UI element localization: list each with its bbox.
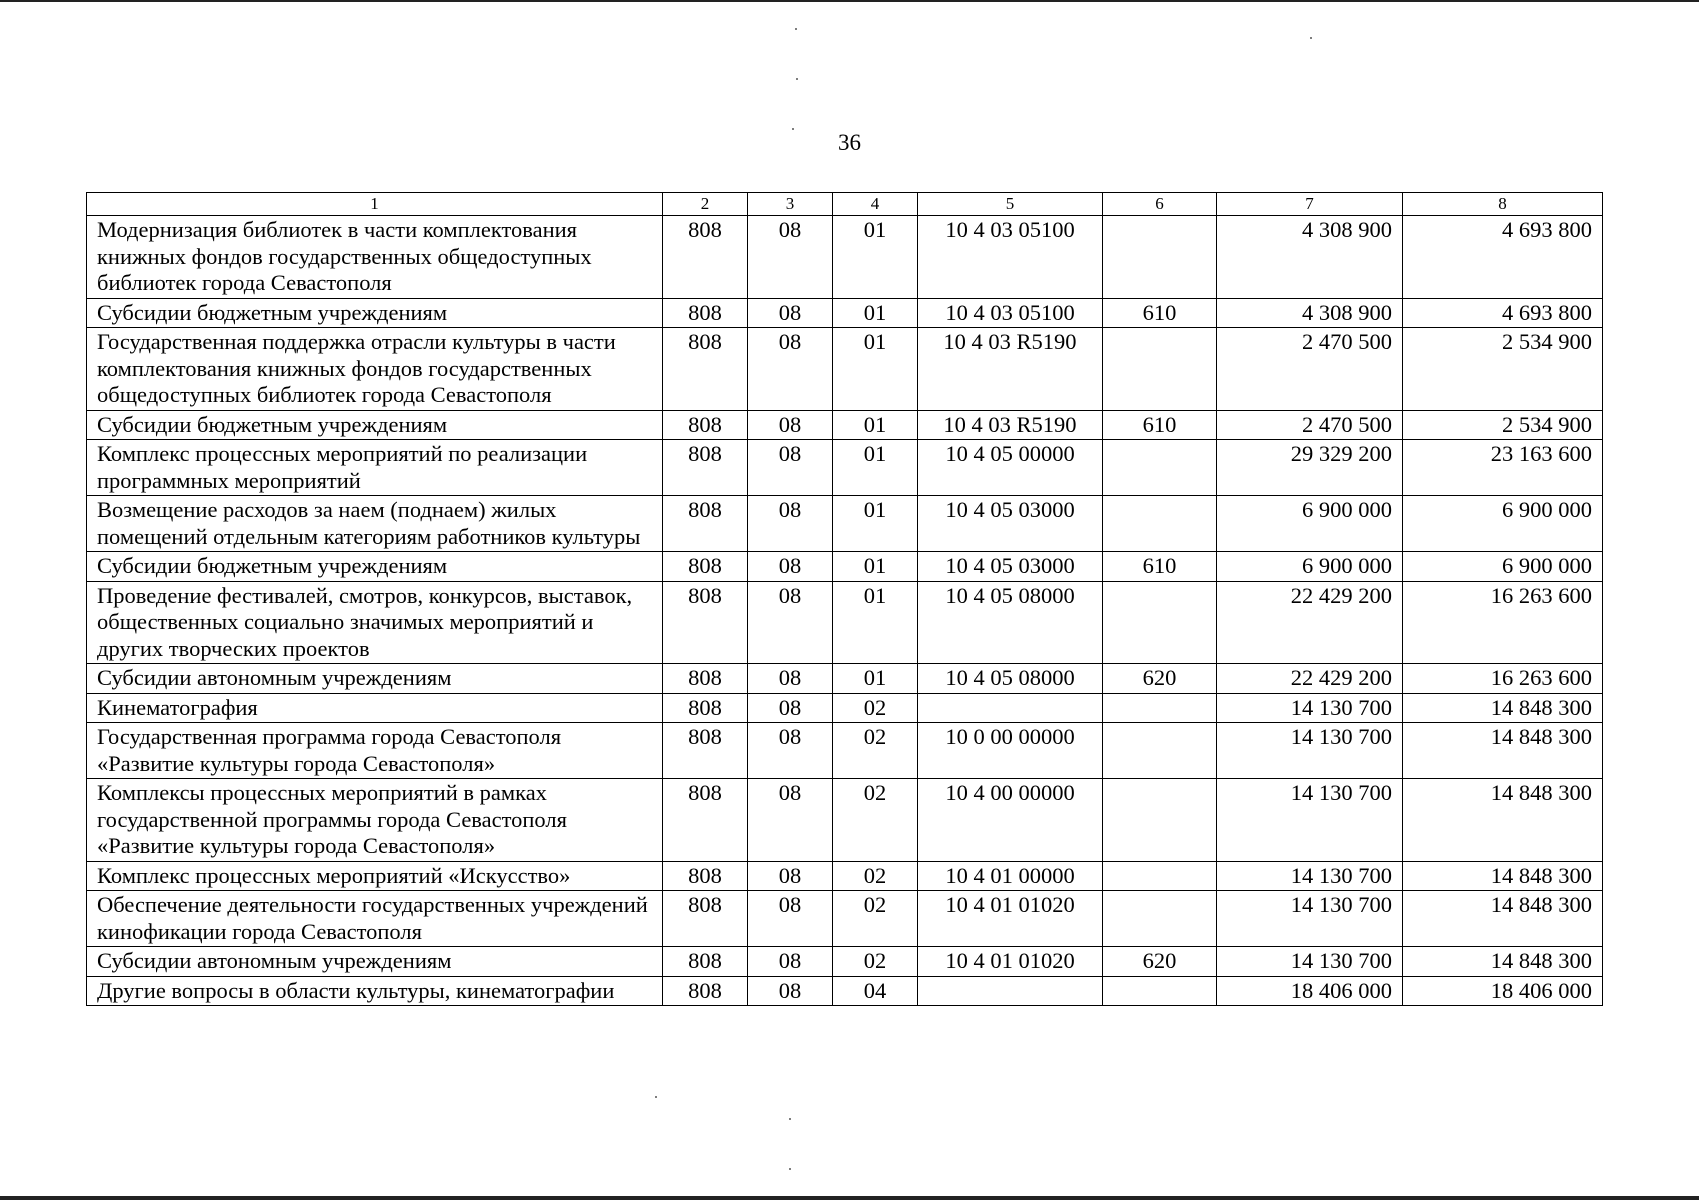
expense-type-code: 610: [1103, 410, 1217, 440]
amount-year-2: 16 263 600: [1403, 581, 1603, 664]
table-row: [87, 440, 1603, 496]
table-body: [87, 216, 1603, 1006]
amount-year-2: 6 900 000: [1403, 552, 1603, 582]
row-description: Проведение фестивалей, смотров, конкурсов, выставок, общественных социально значимых мероприятий и других творческих проектов: [87, 581, 663, 664]
ministry-code: 808: [663, 664, 748, 694]
scan-speck: [795, 28, 797, 30]
subsection-code: 01: [833, 216, 918, 299]
scan-speck: [655, 1096, 657, 1098]
row-description: Государственная поддержка отрасли культуры в части комплектования книжных фондов государственных общедоступных библиотек города Севастополя: [87, 328, 663, 411]
row-description: Комплекс процессных мероприятий по реализации программных мероприятий: [87, 440, 663, 496]
column-header: 1: [87, 193, 663, 216]
expense-type-code: [1103, 693, 1217, 723]
amount-year-2: 14 848 300: [1403, 779, 1603, 862]
table-row: [87, 947, 1603, 977]
expense-type-code: [1103, 861, 1217, 891]
ministry-code: 808: [663, 693, 748, 723]
row-description: Государственная программа города Севастополя «Развитие культуры города Севастополя»: [87, 723, 663, 779]
row-description: Другие вопросы в области культуры, кинематографии: [87, 976, 663, 1006]
expense-type-code: [1103, 891, 1217, 947]
table-row: [87, 410, 1603, 440]
table-row: [87, 581, 1603, 664]
target-article-code: 10 4 01 01020: [918, 891, 1103, 947]
table-row: [87, 496, 1603, 552]
expense-type-code: [1103, 581, 1217, 664]
ministry-code: 808: [663, 328, 748, 411]
table-row: [87, 216, 1603, 299]
section-code: 08: [748, 693, 833, 723]
scan-speck: [789, 1118, 791, 1120]
row-description: Возмещение расходов за наем (поднаем) жилых помещений отдельным категориям работников культуры: [87, 496, 663, 552]
row-description: Субсидии автономным учреждениям: [87, 947, 663, 977]
section-code: 08: [748, 976, 833, 1006]
section-code: 08: [748, 891, 833, 947]
ministry-code: 808: [663, 581, 748, 664]
row-description: Субсидии автономным учреждениям: [87, 664, 663, 694]
ministry-code: 808: [663, 298, 748, 328]
subsection-code: 04: [833, 976, 918, 1006]
section-code: 08: [748, 496, 833, 552]
table-row: [87, 693, 1603, 723]
amount-year-2: 4 693 800: [1403, 298, 1603, 328]
section-code: 08: [748, 216, 833, 299]
amount-year-1: 29 329 200: [1217, 440, 1403, 496]
subsection-code: 01: [833, 581, 918, 664]
table-row: [87, 552, 1603, 582]
amount-year-1: 22 429 200: [1217, 581, 1403, 664]
column-header: 4: [833, 193, 918, 216]
amount-year-1: 4 308 900: [1217, 298, 1403, 328]
expense-type-code: [1103, 496, 1217, 552]
subsection-code: 01: [833, 496, 918, 552]
subsection-code: 02: [833, 723, 918, 779]
target-article-code: [918, 976, 1103, 1006]
ministry-code: 808: [663, 891, 748, 947]
target-article-code: 10 4 05 00000: [918, 440, 1103, 496]
table-row: [87, 891, 1603, 947]
amount-year-2: 18 406 000: [1403, 976, 1603, 1006]
target-article-code: 10 4 01 00000: [918, 861, 1103, 891]
amount-year-1: 14 130 700: [1217, 861, 1403, 891]
section-code: 08: [748, 440, 833, 496]
amount-year-1: 14 130 700: [1217, 723, 1403, 779]
amount-year-2: 2 534 900: [1403, 328, 1603, 411]
expense-type-code: 620: [1103, 664, 1217, 694]
ministry-code: 808: [663, 779, 748, 862]
scan-edge-bottom: [0, 1196, 1699, 1200]
amount-year-1: 14 130 700: [1217, 947, 1403, 977]
expense-type-code: 620: [1103, 947, 1217, 977]
amount-year-1: 6 900 000: [1217, 496, 1403, 552]
amount-year-2: 2 534 900: [1403, 410, 1603, 440]
expense-type-code: [1103, 216, 1217, 299]
page-number: 36: [838, 130, 861, 155]
amount-year-1: 4 308 900: [1217, 216, 1403, 299]
amount-year-2: 14 848 300: [1403, 861, 1603, 891]
target-article-code: 10 4 05 03000: [918, 496, 1103, 552]
amount-year-1: 2 470 500: [1217, 410, 1403, 440]
target-article-code: 10 4 05 03000: [918, 552, 1103, 582]
subsection-code: 02: [833, 947, 918, 977]
column-header: 2: [663, 193, 748, 216]
budget-table: [86, 192, 1603, 1006]
amount-year-2: 16 263 600: [1403, 664, 1603, 694]
table-row: [87, 298, 1603, 328]
target-article-code: [918, 693, 1103, 723]
amount-year-1: 14 130 700: [1217, 891, 1403, 947]
target-article-code: 10 4 03 R5190: [918, 328, 1103, 411]
scan-speck: [792, 128, 794, 130]
section-code: 08: [748, 947, 833, 977]
column-header: 3: [748, 193, 833, 216]
section-code: 08: [748, 298, 833, 328]
amount-year-2: 14 848 300: [1403, 723, 1603, 779]
amount-year-1: 22 429 200: [1217, 664, 1403, 694]
scan-speck: [796, 78, 798, 80]
expense-type-code: [1103, 440, 1217, 496]
row-description: Модернизация библиотек в части комплектования книжных фондов государственных общедоступных библиотек города Севастополя: [87, 216, 663, 299]
section-code: 08: [748, 779, 833, 862]
ministry-code: 808: [663, 552, 748, 582]
expense-type-code: [1103, 779, 1217, 862]
section-code: 08: [748, 861, 833, 891]
row-description: Обеспечение деятельности государственных учреждений кинофикации города Севастополя: [87, 891, 663, 947]
ministry-code: 808: [663, 440, 748, 496]
target-article-code: 10 4 00 00000: [918, 779, 1103, 862]
section-code: 08: [748, 410, 833, 440]
target-article-code: 10 4 03 05100: [918, 216, 1103, 299]
section-code: 08: [748, 581, 833, 664]
table-row: [87, 664, 1603, 694]
amount-year-1: 18 406 000: [1217, 976, 1403, 1006]
section-code: 08: [748, 552, 833, 582]
column-header: 5: [918, 193, 1103, 216]
table-row: [87, 779, 1603, 862]
row-description: Комплекс процессных мероприятий «Искусство»: [87, 861, 663, 891]
subsection-code: 01: [833, 410, 918, 440]
target-article-code: 10 4 05 08000: [918, 664, 1103, 694]
amount-year-2: 14 848 300: [1403, 891, 1603, 947]
expense-type-code: [1103, 976, 1217, 1006]
amount-year-2: 23 163 600: [1403, 440, 1603, 496]
expense-type-code: [1103, 723, 1217, 779]
target-article-code: 10 4 03 R5190: [918, 410, 1103, 440]
row-description: Комплексы процессных мероприятий в рамках государственной программы города Севастополя «Развитие культуры города Севастополя»: [87, 779, 663, 862]
ministry-code: 808: [663, 723, 748, 779]
row-description: Субсидии бюджетным учреждениям: [87, 410, 663, 440]
ministry-code: 808: [663, 410, 748, 440]
subsection-code: 02: [833, 693, 918, 723]
target-article-code: 10 4 03 05100: [918, 298, 1103, 328]
amount-year-1: 6 900 000: [1217, 552, 1403, 582]
amount-year-2: 14 848 300: [1403, 947, 1603, 977]
amount-year-2: 4 693 800: [1403, 216, 1603, 299]
column-header: 7: [1217, 193, 1403, 216]
target-article-code: 10 4 01 01020: [918, 947, 1103, 977]
expense-type-code: 610: [1103, 552, 1217, 582]
ministry-code: 808: [663, 216, 748, 299]
subsection-code: 01: [833, 298, 918, 328]
table-row: [87, 328, 1603, 411]
subsection-code: 01: [833, 552, 918, 582]
section-code: 08: [748, 723, 833, 779]
ministry-code: 808: [663, 976, 748, 1006]
subsection-code: 01: [833, 328, 918, 411]
target-article-code: 10 0 00 00000: [918, 723, 1103, 779]
scan-speck: [789, 1168, 791, 1170]
column-header: 6: [1103, 193, 1217, 216]
column-header: 8: [1403, 193, 1603, 216]
expense-type-code: [1103, 328, 1217, 411]
table-row: [87, 861, 1603, 891]
row-description: Кинематография: [87, 693, 663, 723]
section-code: 08: [748, 664, 833, 694]
table-row: [87, 976, 1603, 1006]
amount-year-2: 6 900 000: [1403, 496, 1603, 552]
ministry-code: 808: [663, 947, 748, 977]
amount-year-1: 14 130 700: [1217, 693, 1403, 723]
ministry-code: 808: [663, 861, 748, 891]
scan-speck: [1310, 37, 1312, 39]
ministry-code: 808: [663, 496, 748, 552]
amount-year-1: 14 130 700: [1217, 779, 1403, 862]
scan-edge-top: [0, 0, 1699, 2]
row-description: Субсидии бюджетным учреждениям: [87, 298, 663, 328]
amount-year-1: 2 470 500: [1217, 328, 1403, 411]
section-code: 08: [748, 328, 833, 411]
target-article-code: 10 4 05 08000: [918, 581, 1103, 664]
subsection-code: 02: [833, 891, 918, 947]
amount-year-2: 14 848 300: [1403, 693, 1603, 723]
expense-type-code: 610: [1103, 298, 1217, 328]
subsection-code: 01: [833, 664, 918, 694]
table-row: [87, 723, 1603, 779]
subsection-code: 02: [833, 779, 918, 862]
subsection-code: 02: [833, 861, 918, 891]
table-header-row: [87, 193, 1603, 216]
row-description: Субсидии бюджетным учреждениям: [87, 552, 663, 582]
subsection-code: 01: [833, 440, 918, 496]
